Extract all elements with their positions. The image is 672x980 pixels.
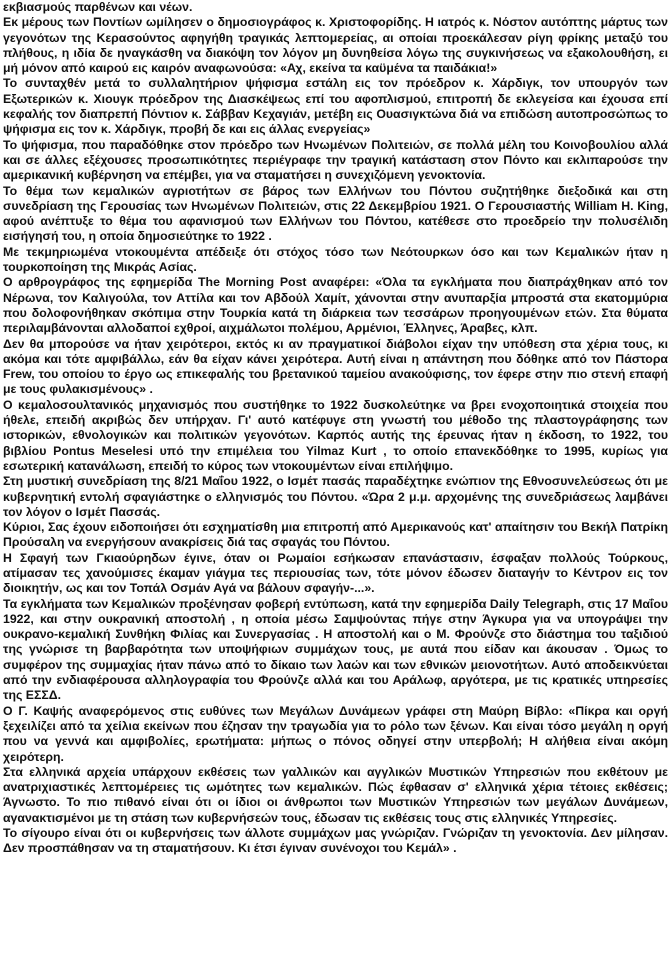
paragraph-resolution-content: Το ψήφισμα, που παραδόθηκε στον πρόεδρο των Ηνωμένων Πολιτειών, σε πολλά μέλη του Κοινοβουλίου αλλά και σε άλλες εξέχουσες προσωπικότητες περιέγραφε την τραγική κατάσταση στον Πόντο και εκλιπαρούσε την αμερικανική κυβέρνηση να επέμβει, για να σταματήσει η συνεχιζόμενη γενοκτονία. (3, 137, 668, 183)
paragraph-massacre-quote: Η Σφαγή των Γκιαούρηδων έγινε, όταν οι Ρωμαίοι εσήκωσαν επανάστασιν, έσφαξαν πολλούς Τούρκους, ατίμασαν τες χανούμισες έκαμαν γιάγμα τες περιουσίας των, τότε μόνον έδωσεν διαταγήν το Κέντρον εις τον διοικητήν, ως και τον Τοπάλ Οσμάν Αγά να βάλουν σφαγήν-...». (3, 550, 668, 596)
paragraph-daily-telegraph: Τα εγκλήματα των Κεμαλικών προξένησαν φοβερή εντύπωση, κατά την εφημερίδα Daily Telegraph, στις 17 Μαΐου 1922, και στην ουκρανική αποστολή , η οποία μέσω Σαμψούντας πήγε στην Άγκυρα για να υπογράψει την ουκρανο-κεμαλική Συνθήκη Φιλίας και Συνεργασίας . Η αποστολή και ο Μ. Φρούνζε στο διάστημα του ταξιδιού της γνώρισε τη βαρβαρότητα των υποψήφιων συμμάχων τους, με αυτά που είδαν και άκουσαν . Όμως το συμφέρον της συμμαχίας ήταν πάνω από το δίκαιο των λαών και των εθνικών μειονοτήτων. Αυτό αποδεικνύεται από την ενδιαφέρουσα αλληλογραφία του Φρούνζε αλλά και του Αράλωφ, αργότερα, με τις κρατικές υπηρεσίες της ΕΣΣΔ. (3, 596, 668, 703)
paragraph-secret-session: Στη μυστική συνεδρίαση της 8/21 Μαΐου 1922, ο Ισμέτ πασάς παραδέχτηκε ενώπιον της Εθνοσυνελεύσεως ότι με κυβερνητική εντολή σφαγιάστηκε ο ελληνισμός του Πόντου. «Ώρα 2 μ.μ. αρχομένης της συνεδριάσεως λαμβάνει τον λόγον ο Ισμέτ Πασσάς. (3, 474, 668, 519)
paragraph-pontian-speech: Εκ μέρους των Ποντίων ωμίλησεν ο δημοσιογράφος κ. Χριστοφορίδης. Η ιατρός κ. Νόστον αυτόπτης μάρτυς των γεγονότων της Κερασούντος αφηγήθη τραγικάς λεπτομερείας, αι οποίαι προεκάλεσαν ρίγη φρίκης μεταξύ του πλήθους, η ιδία δε ηναγκάσθη να διακόψη τον λόγον μη δυνηθείσα λόγω της συγκινήσεως να εξακολουθήση, ει μή μόνον από καιρού εις καιρόν αναφωνούσα: «Αχ, εκείνα τα καϋμένα τα παιδάκια!» (3, 15, 668, 76)
paragraph-kemalist-mechanism: Ο κεμαλοσουλτανικός μηχανισμός που συστήθηκε το 1922 δυσκολεύτηκε να βρει ενοχοποιητικά στοιχεία που ήθελε, επειδή ακριβώς δεν υπήρχαν. Γι' αυτό κατέφυγε στη γνωστή του μέθοδο της πλαστογράφησης των ιστορικών, εθνολογικών και πολιτικών γεγονότων. Καρπός αυτής της έρευνας ήταν η έκδοση, το 1922, του βιβλίου Pontus Meselesi υπό την επιμέλεια του Yilmaz Kurt , το οποίο επανεκδόθηκε το 1995, κυρίως για εσωτερική κατανάλωση, επειδή το κύρος των ντοκουμέντων είναι επιλήψιμο. (3, 397, 668, 473)
paragraph-morning-post: Ο αρθρογράφος της εφημερίδα The Morning Post αναφέρει: «Όλα τα εγκλήματα που διαπράχθηκαν από τον Νέρωνα, τον Καλιγούλα, τον Αττίλα και τον Αβδούλ Χαμίτ, χάνονται στην ανυπαρξία μπροστά στα εκατομμύρια που δολοφονήθηκαν σκόπιμα στην Τουρκία κατά τη διάρκεια των τεσσάρων προηγουμένων ετών. Στα θύματα περιλαμβάνονται αλλοδαποί εχθροί, αιχμάλωτοι πολέμου, Αρμένιοι, Έλληνες, Άραβες, κλπ. (3, 275, 668, 336)
paragraph-black-book: Ο Γ. Καψής αναφερόμενος στις ευθύνες των Μεγάλων Δυνάμεων γράφει στη Μαύρη Βίβλο: «Πίκρα και οργή ξεχειλίζει από τα χείλια εκείνων που έζησαν την τραγωδία για το ρόλο των ξένων. Και είναι τόσο μεγάλη η οργή που να γεννά και αμφιβολίες, ερωτήματα: μήπως ο πόνος οδηγεί στην υπερβολή; Η αλήθεια είναι ακόμη χειρότερη. (3, 703, 668, 764)
paragraph-documents: Με τεκμηριωμένα ντοκουμέντα απέδειξε ότι στόχος τόσο των Νεότουρκων όσο και των Κεμαλικών ήταν η τουρκοποίηση της Μικράς Ασίας. (3, 244, 668, 275)
paragraph-intro-fragment: εκβιασμούς παρθένων και νέων. (3, 0, 193, 14)
paragraph-american-committee: Κύριοι, Σας έχουν ειδοποιήσει ότι εσχηματίσθη μια επιτροπή από Αμερικανούς κατ' απαίτησιν του Βεκήλ Πατρίκη Προύσαλη να ενεργήσουν ανακρίσεις διά τας σφαγάς του Πόντου. (3, 520, 668, 550)
paragraph-pastor-frew: Δεν θα μπορούσε να ήταν χειρότεροι, εκτός κι αν πραγματικοί διάβολοι είχαν την υπόθεση στα χέρια τους, κι ακόμα και τότε αμφιβάλλω, εάν θα είχαν κάνει χειρότερα. Αυτή είναι η απάντηση που δόθηκε από τον Πάστορα Frew, του οποίου το έργο ως επικεφαλής του βρετανικού ταμείου ανακούφισης, τον έφερε στην πιο στενή επαφή με τους φυλακισμένους» . (3, 336, 668, 397)
paragraph-conclusion: Το σίγουρο είναι ότι οι κυβερνήσεις των άλλοτε συμμάχων μας γνώριζαν. Γνώριζαν τη γενοκτονία. Δεν μίλησαν. Δεν προσπάθησαν να τη σταματήσουν. Κι έτσι έγιναν συνένοχοι του Κεμάλ» . (3, 826, 668, 856)
paragraph-greek-archives: Στα ελληνικά αρχεία υπάρχουν εκθέσεις των γαλλικών και αγγλικών Μυστικών Υπηρεσιών που εκθέτουν με ανατριχιαστικές λεπτομέρειες τις ωμότητες των κεμαλικών. Πώς έφθασαν σ' ελληνικά χέρια τέτοιες εκθέσεις; Άγνωστο. Το πιο πιθανό είναι ότι οι ίδιοι οι άνθρωποι των Μυστικών Υπηρεσιών των μεγάλων Δυνάμεων, αγανακτισμένοι με τη στάση των κυβερνήσεών τους, έδωσαν τις εκθέσεις τους στις ελληνικές Υπηρεσίες. (3, 764, 668, 825)
paragraph-senate-session: Το θέμα των κεμαλικών αγριοτήτων σε βάρος των Ελλήνων του Πόντου συζητήθηκε διεξοδικά και στη συνεδρίαση της Γερουσίας των Ηνωμένων Πολιτειών, στις 22 Δεκεμβρίου 1921. Ο Γερουσιαστής William H. King, αφού ανέπτυξε το θέμα του αφανισμού των Ελλήνων του Πόντου, κατέθεσε στο προεδρείο την πολυσέλιδη εισήγησή του, η οποία δημοσιεύτηκε το 1922 . (3, 183, 668, 244)
paragraph-resolution-sent: Το συνταχθέν μετά το συλλαλητήριον ψήφισμα εστάλη εις τον πρόεδρον κ. Χάρδιγκ, τον υπουργόν των Εξωτερικών κ. Χιουγκ πρόεδρον της Διασκέψεως επί του αφοπλισμού, επιτροπή δε εκλεγείσα και έχουσα επί κεφαλής τον διαπρεπή Πόντιον κ. Σάββαν Κεχαγιάν, μετέβη εις Ουασιγκτώνα διά να επιδώση αυτοπροσώπως το ψήφισμα εις τον κ. Χάρδιγκ, προβή δε και εις άλλας ενεργείας» (3, 76, 668, 137)
